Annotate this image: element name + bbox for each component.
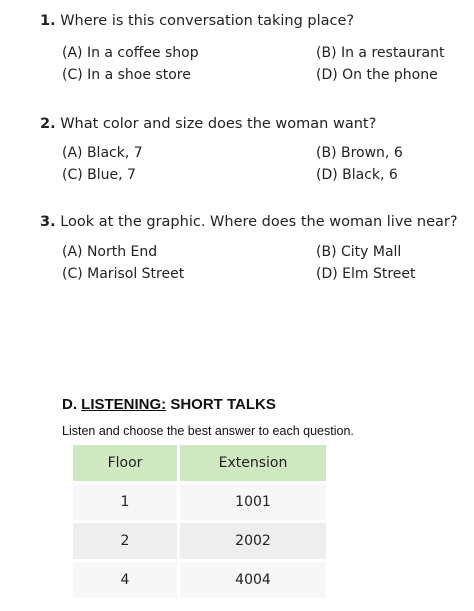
option-d[interactable]: (D) Black, 6	[316, 167, 398, 183]
option-a[interactable]: (A) Black, 7	[62, 145, 143, 161]
option-b[interactable]: (B) City Mall	[316, 244, 402, 260]
column-header-floor: Floor	[73, 445, 180, 481]
floor-extension-table	[73, 445, 326, 598]
option-d[interactable]: (D) On the phone	[316, 67, 438, 83]
table-header-row	[73, 445, 326, 481]
section-instruction: Listen and choose the best answer to each question.	[62, 424, 354, 438]
option-d[interactable]: (D) Elm Street	[316, 266, 416, 282]
table-row	[73, 559, 326, 598]
extension-cell: 4004	[180, 559, 326, 598]
option-a[interactable]: (A) In a coffee shop	[62, 45, 199, 61]
floor-cell: 4	[73, 559, 180, 598]
option-b[interactable]: (B) Brown, 6	[316, 145, 403, 161]
table-row	[73, 520, 326, 559]
option-c[interactable]: (C) Blue, 7	[62, 167, 136, 183]
extension-cell: 2002	[180, 520, 326, 559]
option-a[interactable]: (A) North End	[62, 244, 158, 260]
section-heading: D. LISTENING: SHORT TALKS	[62, 396, 276, 413]
floor-cell: 1	[73, 481, 180, 520]
column-header-extension: Extension	[180, 445, 326, 481]
question-2-text: 2. What color and size does the woman want?	[40, 116, 377, 132]
floor-cell: 2	[73, 520, 180, 559]
option-c[interactable]: (C) Marisol Street	[62, 266, 185, 282]
question-3-text: 3. Look at the graphic. Where does the woman live near?	[40, 214, 458, 230]
option-c[interactable]: (C) In a shoe store	[62, 67, 191, 83]
option-b[interactable]: (B) In a restaurant	[316, 45, 445, 61]
extension-cell: 1001	[180, 481, 326, 520]
table-row	[73, 481, 326, 520]
question-1-text: 1. Where is this conversation taking place?	[40, 13, 355, 29]
